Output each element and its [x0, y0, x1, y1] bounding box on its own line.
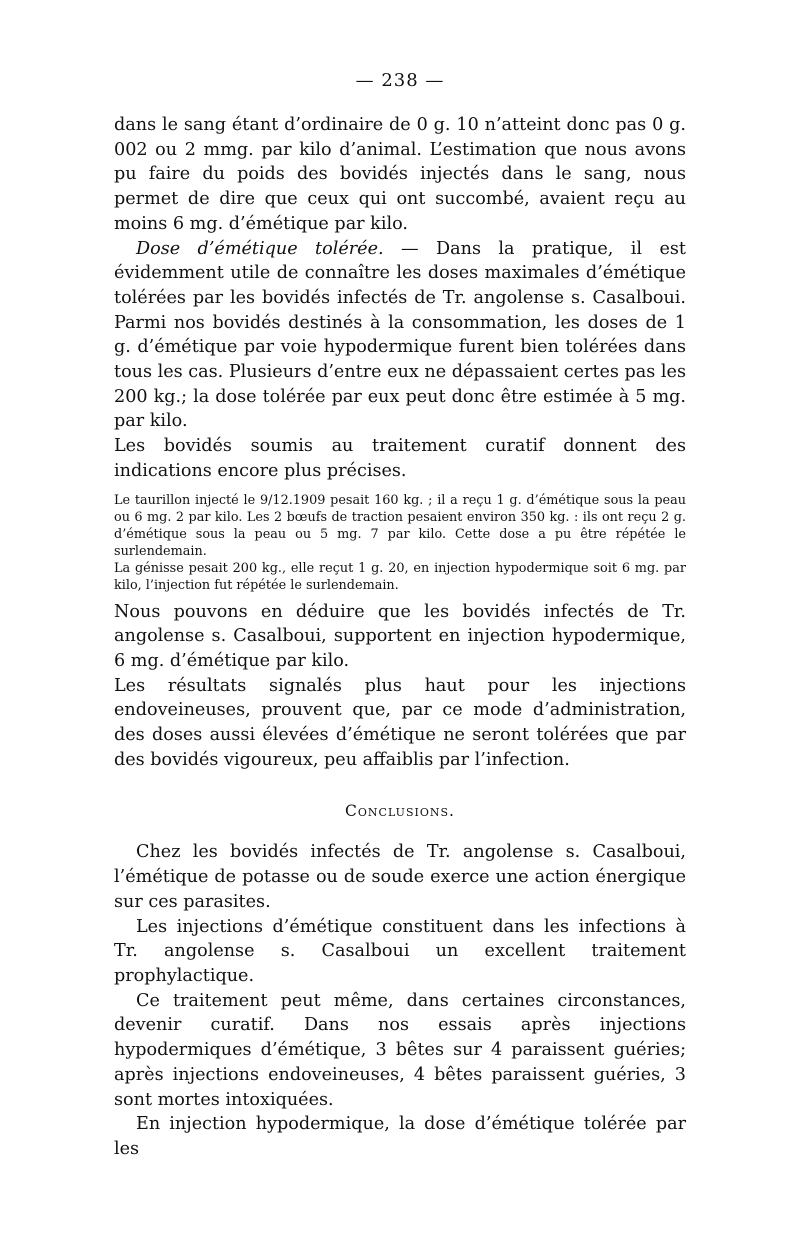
note-2: La génisse pesait 200 kg., elle reçut 1 g. 20, en injection hypodermique soit 6 mg. par kilo, l’injection fut répétée le surlendemain. [114, 560, 686, 593]
paragraph-dose [114, 237, 686, 435]
subsection-title: Dose d’émétique tolérée. [136, 238, 384, 259]
note-1: Le taurillon injecté le 9/12.1909 pesait 160 kg. ; il a reçu 1 g. d’émétique sous la peau ou 6 mg. 2 par kilo. Les 2 bœufs de traction pesaient environ 350 kg. : ils ont reçu 2 g. d’émétique sous la peau ou 5 mg. 7 par kilo. Cette dose a pu être répétée le surlendemain. [114, 492, 686, 559]
paragraph-3: Les bovidés soumis au traitement curatif donnent des indications encore plus précises. [114, 436, 686, 481]
conclusion-1: Chez les bovidés infectés de Tr. angolense s. Casalboui, l’émétique de potasse ou de soude exerce une action énergique sur ces parasites. [114, 842, 686, 912]
section-heading: Conclusions. [345, 802, 455, 821]
conclusion-2: Les injections d’émétique constituent dans les infections à Tr. angolense s. Casalboui un excellent traitement prophylactique. [114, 916, 686, 986]
paragraph-dose-text: — Dans la pratique, il est évidemment utile de connaître les doses maximales d’émétique tolérées par les bovidés infectés de Tr. angolense s. Casalboui. Parmi nos bovidés destinés à la consommation, les doses de 1 g. d’émétique par voie hypodermique furent bien tolérées dans tous les cas. Plusieurs d’entre eux ne dépassaient certes pas les 200 kg.; la dose tolérée par eux peut donc être estimée à 5 mg. par kilo. [114, 238, 686, 432]
page-number: — 238 — [355, 70, 445, 91]
page [114, 70, 686, 1162]
paragraph-5: Les résultats signalés plus haut pour les injections endoveineuses, prouvent que, par ce mode d’administration, des doses aussi élevées d’émétique ne seront tolérées que par des bovidés vigoureux, peu affaiblis par l’infection. [114, 675, 686, 770]
conclusion-3: Ce traitement peut même, dans certaines circonstances, devenir curatif. Dans nos essais après injections hypodermiques d’émétique, 3 bêtes sur 4 paraissent guéries; après injections endoveineuses, 4 bêtes paraissent guéries, 3 sont mortes intoxiquées. [114, 990, 686, 1110]
case-notes [114, 492, 686, 594]
conclusion-4: En injection hypodermique, la dose d’émétique tolérée par les [114, 1114, 686, 1159]
paragraph-1: dans le sang étant d’ordinaire de 0 g. 10 n’atteint donc pas 0 g. 002 ou 2 mmg. par kilo d’animal. L’estimation que nous avons pu faire du poids des bovidés injectés dans le sang, nous permet de dire que ceux qui ont succombé, avaient reçu au moins 6 mg. d’émétique par kilo. [114, 115, 686, 234]
paragraph-4: Nous pouvons en déduire que les bovidés infectés de Tr. angolense s. Casalboui, supportent en injection hypodermique, 6 mg. d’émétique par kilo. [114, 601, 686, 671]
